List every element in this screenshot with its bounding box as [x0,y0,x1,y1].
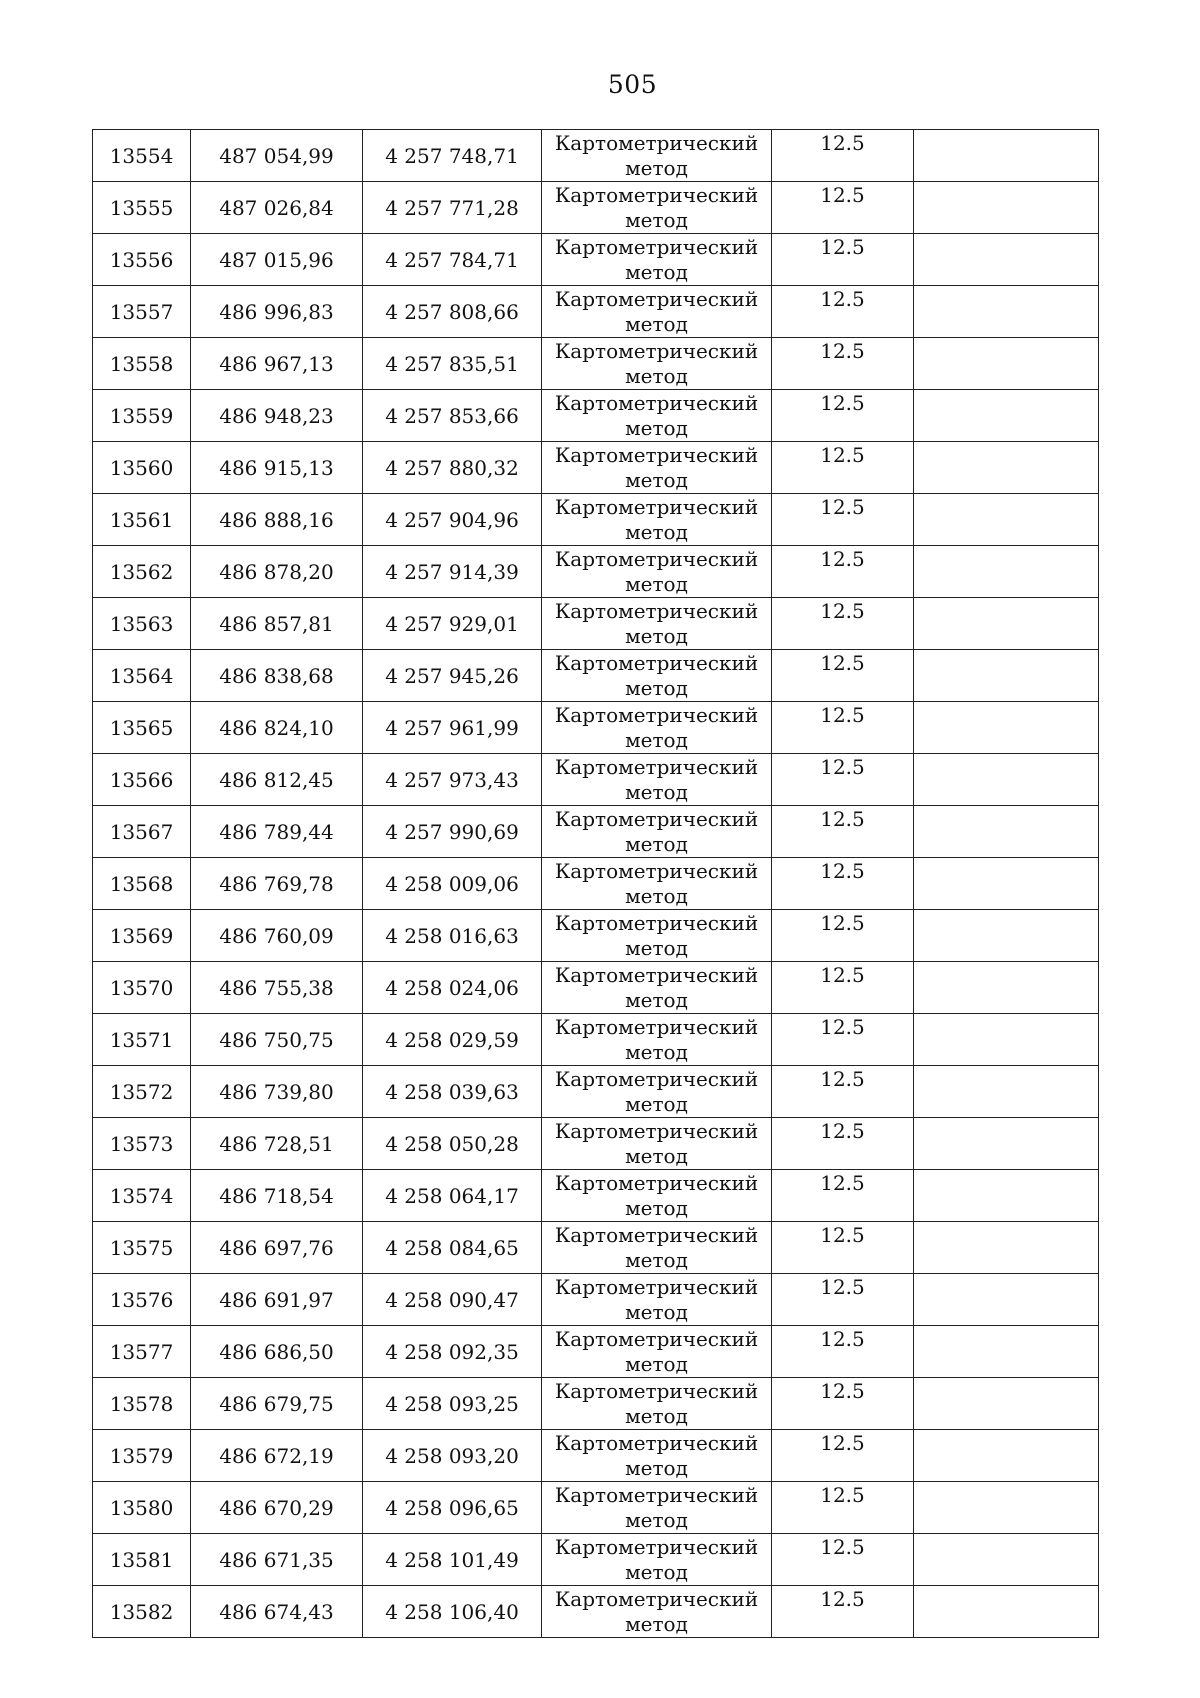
method-line-1: Картометрический [554,287,759,311]
table-row [93,234,1099,286]
note-cell [914,1326,1099,1378]
x-coordinate-cell: 486 718,54 [191,1170,363,1222]
accuracy-cell: 12.5 [772,1378,914,1430]
method-cell [542,1274,772,1326]
point-number-cell: 13576 [93,1274,191,1326]
x-coordinate-cell: 486 915,13 [191,442,363,494]
table-row [93,598,1099,650]
table-row [93,1534,1099,1586]
point-number-cell: 13569 [93,910,191,962]
x-coordinate-cell: 486 686,50 [191,1326,363,1378]
accuracy-cell: 12.5 [772,338,914,390]
method-cell [542,1586,772,1638]
note-cell [914,1378,1099,1430]
method-line-1: Картометрический [554,1587,759,1611]
method-line-1: Картометрический [554,859,759,883]
method-cell [542,1014,772,1066]
note-cell [914,1586,1099,1638]
y-coordinate-cell: 4 258 092,35 [363,1326,542,1378]
table-row [93,286,1099,338]
method-cell [542,390,772,442]
y-coordinate-cell: 4 258 039,63 [363,1066,542,1118]
method-cell [542,338,772,390]
method-line-1: Картометрический [554,443,759,467]
table-row [93,546,1099,598]
table-row [93,910,1099,962]
point-number-cell: 13570 [93,962,191,1014]
y-coordinate-cell: 4 257 880,32 [363,442,542,494]
point-number-cell: 13565 [93,702,191,754]
note-cell [914,1014,1099,1066]
note-cell [914,546,1099,598]
note-cell [914,754,1099,806]
table-row [93,390,1099,442]
x-coordinate-cell: 486 967,13 [191,338,363,390]
y-coordinate-cell: 4 257 835,51 [363,338,542,390]
method-line-2: метод [625,728,688,752]
x-coordinate-cell: 486 672,19 [191,1430,363,1482]
method-cell [542,234,772,286]
y-coordinate-cell: 4 258 050,28 [363,1118,542,1170]
method-line-1: Картометрический [554,1379,759,1403]
method-line-2: метод [625,1248,688,1272]
point-number-cell: 13582 [93,1586,191,1638]
table-row [93,650,1099,702]
y-coordinate-cell: 4 258 101,49 [363,1534,542,1586]
point-number-cell: 13581 [93,1534,191,1586]
method-cell [542,1222,772,1274]
x-coordinate-cell: 486 888,16 [191,494,363,546]
accuracy-cell: 12.5 [772,754,914,806]
note-cell [914,598,1099,650]
method-line-1: Картометрический [554,1171,759,1195]
note-cell [914,702,1099,754]
method-line-2: метод [625,1560,688,1584]
method-line-2: метод [625,1040,688,1064]
point-number-cell: 13559 [93,390,191,442]
table-row [93,182,1099,234]
method-line-2: метод [625,780,688,804]
note-cell [914,442,1099,494]
note-cell [914,806,1099,858]
accuracy-cell: 12.5 [772,130,914,182]
method-line-1: Картометрический [554,391,759,415]
table-row [93,494,1099,546]
method-line-1: Картометрический [554,963,759,987]
x-coordinate-cell: 486 739,80 [191,1066,363,1118]
method-line-2: метод [625,1404,688,1428]
note-cell [914,858,1099,910]
y-coordinate-cell: 4 258 090,47 [363,1274,542,1326]
point-number-cell: 13573 [93,1118,191,1170]
x-coordinate-cell: 486 948,23 [191,390,363,442]
method-cell [542,1430,772,1482]
method-line-2: метод [625,572,688,596]
point-number-cell: 13558 [93,338,191,390]
table-row [93,1222,1099,1274]
point-number-cell: 13572 [93,1066,191,1118]
method-line-1: Картометрический [554,911,759,935]
method-cell [542,858,772,910]
method-cell [542,702,772,754]
method-cell [542,598,772,650]
table-row [93,1326,1099,1378]
note-cell [914,338,1099,390]
method-cell [542,806,772,858]
method-line-1: Картометрический [554,703,759,727]
point-number-cell: 13567 [93,806,191,858]
accuracy-cell: 12.5 [772,650,914,702]
y-coordinate-cell: 4 258 024,06 [363,962,542,1014]
method-cell [542,546,772,598]
method-line-1: Картометрический [554,1119,759,1143]
accuracy-cell: 12.5 [772,806,914,858]
y-coordinate-cell: 4 258 096,65 [363,1482,542,1534]
method-line-1: Картометрический [554,235,759,259]
note-cell [914,650,1099,702]
method-line-1: Картометрический [554,1015,759,1039]
table-row [93,130,1099,182]
method-line-2: метод [625,1456,688,1480]
x-coordinate-cell: 486 691,97 [191,1274,363,1326]
point-number-cell: 13568 [93,858,191,910]
note-cell [914,1118,1099,1170]
method-line-2: метод [625,156,688,180]
y-coordinate-cell: 4 257 748,71 [363,130,542,182]
y-coordinate-cell: 4 258 064,17 [363,1170,542,1222]
note-cell [914,910,1099,962]
point-number-cell: 13562 [93,546,191,598]
note-cell [914,1066,1099,1118]
x-coordinate-cell: 486 697,76 [191,1222,363,1274]
y-coordinate-cell: 4 257 784,71 [363,234,542,286]
accuracy-cell: 12.5 [772,234,914,286]
method-cell [542,1066,772,1118]
point-number-cell: 13571 [93,1014,191,1066]
x-coordinate-cell: 487 026,84 [191,182,363,234]
x-coordinate-cell: 486 769,78 [191,858,363,910]
method-cell [542,962,772,1014]
method-line-2: метод [625,884,688,908]
note-cell [914,1534,1099,1586]
method-line-2: метод [625,1352,688,1376]
method-line-2: метод [625,1612,688,1636]
method-line-2: метод [625,676,688,700]
note-cell [914,182,1099,234]
x-coordinate-cell: 486 760,09 [191,910,363,962]
x-coordinate-cell: 486 670,29 [191,1482,363,1534]
method-line-2: метод [625,832,688,856]
point-number-cell: 13577 [93,1326,191,1378]
method-line-1: Картометрический [554,651,759,675]
accuracy-cell: 12.5 [772,1014,914,1066]
accuracy-cell: 12.5 [772,1326,914,1378]
y-coordinate-cell: 4 258 093,20 [363,1430,542,1482]
method-line-1: Картометрический [554,339,759,363]
note-cell [914,962,1099,1014]
table-row [93,754,1099,806]
y-coordinate-cell: 4 257 771,28 [363,182,542,234]
method-cell [542,910,772,962]
method-cell [542,650,772,702]
y-coordinate-cell: 4 257 945,26 [363,650,542,702]
note-cell [914,1482,1099,1534]
accuracy-cell: 12.5 [772,1430,914,1482]
point-number-cell: 13580 [93,1482,191,1534]
point-number-cell: 13555 [93,182,191,234]
x-coordinate-cell: 486 812,45 [191,754,363,806]
note-cell [914,130,1099,182]
x-coordinate-cell: 487 054,99 [191,130,363,182]
method-line-2: метод [625,624,688,648]
x-coordinate-cell: 486 728,51 [191,1118,363,1170]
table-row [93,1014,1099,1066]
point-number-cell: 13564 [93,650,191,702]
accuracy-cell: 12.5 [772,182,914,234]
method-line-2: метод [625,936,688,960]
table-row [93,1274,1099,1326]
method-cell [542,1378,772,1430]
note-cell [914,1430,1099,1482]
accuracy-cell: 12.5 [772,546,914,598]
method-cell [542,1170,772,1222]
method-line-2: метод [625,208,688,232]
note-cell [914,390,1099,442]
table-row [93,1378,1099,1430]
table-row [93,338,1099,390]
table-row [93,1430,1099,1482]
accuracy-cell: 12.5 [772,1170,914,1222]
x-coordinate-cell: 486 996,83 [191,286,363,338]
method-line-2: метод [625,520,688,544]
accuracy-cell: 12.5 [772,962,914,1014]
table-row [93,858,1099,910]
method-line-2: метод [625,364,688,388]
point-number-cell: 13566 [93,754,191,806]
method-cell [542,182,772,234]
y-coordinate-cell: 4 258 016,63 [363,910,542,962]
method-line-2: метод [625,988,688,1012]
y-coordinate-cell: 4 258 009,06 [363,858,542,910]
note-cell [914,1222,1099,1274]
x-coordinate-cell: 486 824,10 [191,702,363,754]
method-line-1: Картометрический [554,1431,759,1455]
method-line-2: метод [625,468,688,492]
accuracy-cell: 12.5 [772,1482,914,1534]
method-line-2: метод [625,1144,688,1168]
y-coordinate-cell: 4 258 106,40 [363,1586,542,1638]
y-coordinate-cell: 4 258 029,59 [363,1014,542,1066]
table-row [93,1170,1099,1222]
accuracy-cell: 12.5 [772,286,914,338]
method-cell [542,1326,772,1378]
method-line-1: Картометрический [554,807,759,831]
x-coordinate-cell: 486 755,38 [191,962,363,1014]
accuracy-cell: 12.5 [772,702,914,754]
method-line-2: метод [625,1092,688,1116]
note-cell [914,234,1099,286]
table-row [93,702,1099,754]
accuracy-cell: 12.5 [772,1066,914,1118]
y-coordinate-cell: 4 257 853,66 [363,390,542,442]
accuracy-cell: 12.5 [772,1586,914,1638]
point-number-cell: 13554 [93,130,191,182]
accuracy-cell: 12.5 [772,442,914,494]
method-line-1: Картометрический [554,1483,759,1507]
x-coordinate-cell: 486 838,68 [191,650,363,702]
page-number: 505 [607,70,658,99]
y-coordinate-cell: 4 257 929,01 [363,598,542,650]
note-cell [914,286,1099,338]
point-number-cell: 13579 [93,1430,191,1482]
method-cell [542,442,772,494]
method-line-1: Картометрический [554,547,759,571]
coordinates-table [92,129,1099,1638]
table-row [93,1586,1099,1638]
accuracy-cell: 12.5 [772,1118,914,1170]
y-coordinate-cell: 4 257 914,39 [363,546,542,598]
note-cell [914,1274,1099,1326]
accuracy-cell: 12.5 [772,494,914,546]
table-row [93,1066,1099,1118]
x-coordinate-cell: 486 878,20 [191,546,363,598]
point-number-cell: 13575 [93,1222,191,1274]
x-coordinate-cell: 487 015,96 [191,234,363,286]
point-number-cell: 13578 [93,1378,191,1430]
method-line-1: Картометрический [554,131,759,155]
note-cell [914,494,1099,546]
table-row [93,442,1099,494]
accuracy-cell: 12.5 [772,1274,914,1326]
y-coordinate-cell: 4 257 961,99 [363,702,542,754]
method-line-2: метод [625,260,688,284]
note-cell [914,1170,1099,1222]
method-line-2: метод [625,416,688,440]
x-coordinate-cell: 486 750,75 [191,1014,363,1066]
method-line-1: Картометрический [554,1535,759,1559]
x-coordinate-cell: 486 674,43 [191,1586,363,1638]
method-line-1: Картометрический [554,599,759,623]
method-line-2: метод [625,312,688,336]
y-coordinate-cell: 4 257 990,69 [363,806,542,858]
table-row [93,1482,1099,1534]
x-coordinate-cell: 486 671,35 [191,1534,363,1586]
table-row [93,1118,1099,1170]
y-coordinate-cell: 4 257 904,96 [363,494,542,546]
accuracy-cell: 12.5 [772,390,914,442]
table-row [93,806,1099,858]
x-coordinate-cell: 486 679,75 [191,1378,363,1430]
y-coordinate-cell: 4 258 084,65 [363,1222,542,1274]
accuracy-cell: 12.5 [772,910,914,962]
table-row [93,962,1099,1014]
accuracy-cell: 12.5 [772,1534,914,1586]
method-cell [542,1534,772,1586]
point-number-cell: 13574 [93,1170,191,1222]
point-number-cell: 13556 [93,234,191,286]
method-line-2: метод [625,1508,688,1532]
accuracy-cell: 12.5 [772,1222,914,1274]
coordinates-table-body [93,130,1099,1638]
method-cell [542,494,772,546]
x-coordinate-cell: 486 789,44 [191,806,363,858]
method-cell [542,286,772,338]
accuracy-cell: 12.5 [772,858,914,910]
method-line-1: Картометрический [554,1327,759,1351]
method-line-1: Картометрический [554,755,759,779]
method-line-1: Картометрический [554,1275,759,1299]
y-coordinate-cell: 4 257 808,66 [363,286,542,338]
point-number-cell: 13557 [93,286,191,338]
method-cell [542,754,772,806]
method-cell [542,130,772,182]
method-line-1: Картометрический [554,1067,759,1091]
y-coordinate-cell: 4 258 093,25 [363,1378,542,1430]
method-line-1: Картометрический [554,495,759,519]
method-line-1: Картометрический [554,183,759,207]
method-line-2: метод [625,1196,688,1220]
x-coordinate-cell: 486 857,81 [191,598,363,650]
point-number-cell: 13563 [93,598,191,650]
y-coordinate-cell: 4 257 973,43 [363,754,542,806]
accuracy-cell: 12.5 [772,598,914,650]
method-cell [542,1482,772,1534]
point-number-cell: 13560 [93,442,191,494]
method-cell [542,1118,772,1170]
method-line-1: Картометрический [554,1223,759,1247]
point-number-cell: 13561 [93,494,191,546]
method-line-2: метод [625,1300,688,1324]
